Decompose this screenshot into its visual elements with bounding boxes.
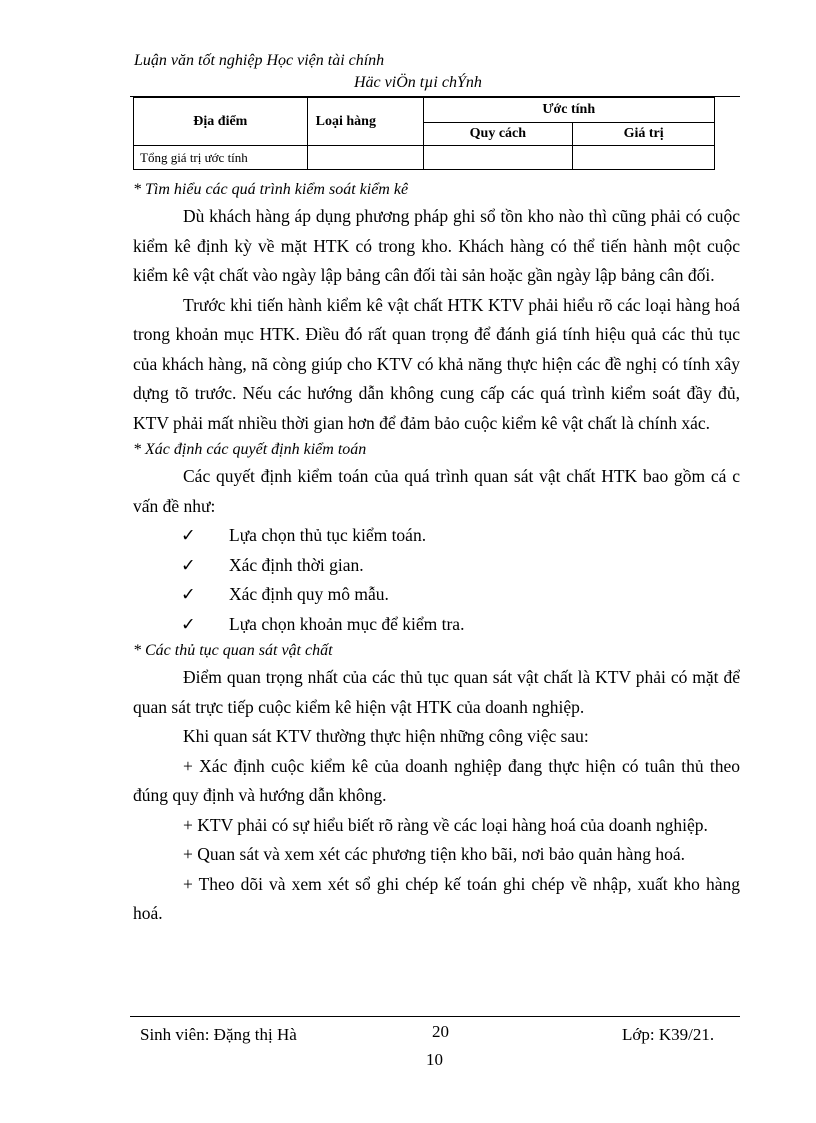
total-label-cell: Tổng giá trị ước tính [134, 146, 308, 170]
col-location-header: Địa điểm [134, 98, 308, 146]
empty-cell [573, 146, 715, 170]
paragraph: Các quyết định kiểm toán của quá trình quan sát vật chất HTK bao gồm cá c vấn đề như: [133, 466, 740, 516]
paragraph: + Quan sát và xem xét các phương tiện kho bãi, nơi bảo quản hàng hoá. [183, 844, 685, 864]
col-spec-header: Quy cách [423, 123, 573, 146]
checkmark-icon: ✓ [181, 525, 196, 545]
paragraph: Điểm quan trọng nhất của các thủ tục quan sát vật chất là KTV phải có mặt để quan sát trực tiếp cuộc kiểm kê hiện vật HTK của doanh nghiệp. [133, 667, 740, 717]
checkmark-icon: ✓ [181, 613, 196, 634]
empty-cell [307, 146, 423, 170]
checkmark-icon: ✓ [181, 554, 196, 575]
body-text [133, 178, 740, 929]
decision-list [133, 521, 740, 639]
paragraph: Dù khách hàng áp dụng phương pháp ghi sổ tồn kho nào thì cũng phải có cuộc kiểm kê định kỳ về mặt HTK có trong kho. Khách hàng có thể tiến hành một cuộc kiểm kê vật chất vào ngày lập bảng cân đối tài sản hoặc gần ngày lập bảng cân đối. [133, 206, 740, 285]
list-item: ✓ Lựa chọn thủ tục kiểm toán. [181, 521, 740, 551]
paragraph: Trước khi tiến hành kiểm kê vật chất HTK KTV phải hiểu rõ các loại hàng hoá trong khoản mục HTK. Điều đó rất quan trọng để đánh giá tính hiệu quả các thủ tục của khách hàng, nã còng giúp cho KTV có khả năng thực hiện các đề nghị có tính xây dựng tõ trước. Nếu các hướng dẫn không cung cấp các quá trình kiểm soát đầy đủ, KTV phải mất nhiều thời gian hơn để đảm bảo cuộc kiểm kê vật chất là chính xác. [133, 294, 740, 433]
section-heading-control: * Tìm hiểu các quá trình kiểm soát kiểm kê [133, 181, 409, 198]
paragraph: Khi quan sát KTV thường thực hiện những công việc sau: [183, 726, 589, 746]
checkmark-icon: ✓ [181, 584, 196, 604]
paragraph: + KTV phải có sự hiểu biết rõ ràng về các loại hàng hoá của doanh nghiệp. [183, 814, 708, 835]
col-type-header: Loại hàng [307, 98, 423, 146]
empty-cell [423, 146, 573, 170]
list-item: ✓ Xác định thời gian. [181, 551, 740, 581]
list-item: ✓ Xác định quy mô mẫu. [181, 580, 740, 610]
header-subtitle: Häc viÖn tµi chÝnh [354, 74, 482, 91]
paragraph: + Theo dõi và xem xét sổ ghi chép kế toán ghi chép về nhập, xuất kho hàng hoá. [133, 873, 740, 923]
footer-divider [130, 1016, 740, 1017]
col-value-header: Giá trị [573, 123, 715, 146]
list-item: ✓ Lựa chọn khoản mục để kiểm tra. [181, 610, 740, 640]
section-heading-procedures: * Các thủ tục quan sát vật chất [133, 642, 333, 659]
footer-page-number: 20 [432, 1022, 449, 1041]
header-title: Luận văn tốt nghiệp Học viện tài chính [134, 52, 385, 69]
col-estimate-header: Ước tính [423, 98, 715, 123]
footer-number: 10 [426, 1050, 443, 1069]
paragraph: + Xác định cuộc kiểm kê của doanh nghiệp đang thực hiện có tuân thủ theo đúng quy định và hướng dẫn không. [133, 755, 740, 805]
footer-student: Sinh viên: Đặng thị Hà [140, 1025, 297, 1044]
footer-class: Lớp: K39/21. [622, 1025, 715, 1044]
section-heading-decisions: * Xác định các quyết định kiểm toán [133, 441, 367, 458]
estimate-table [133, 97, 715, 170]
